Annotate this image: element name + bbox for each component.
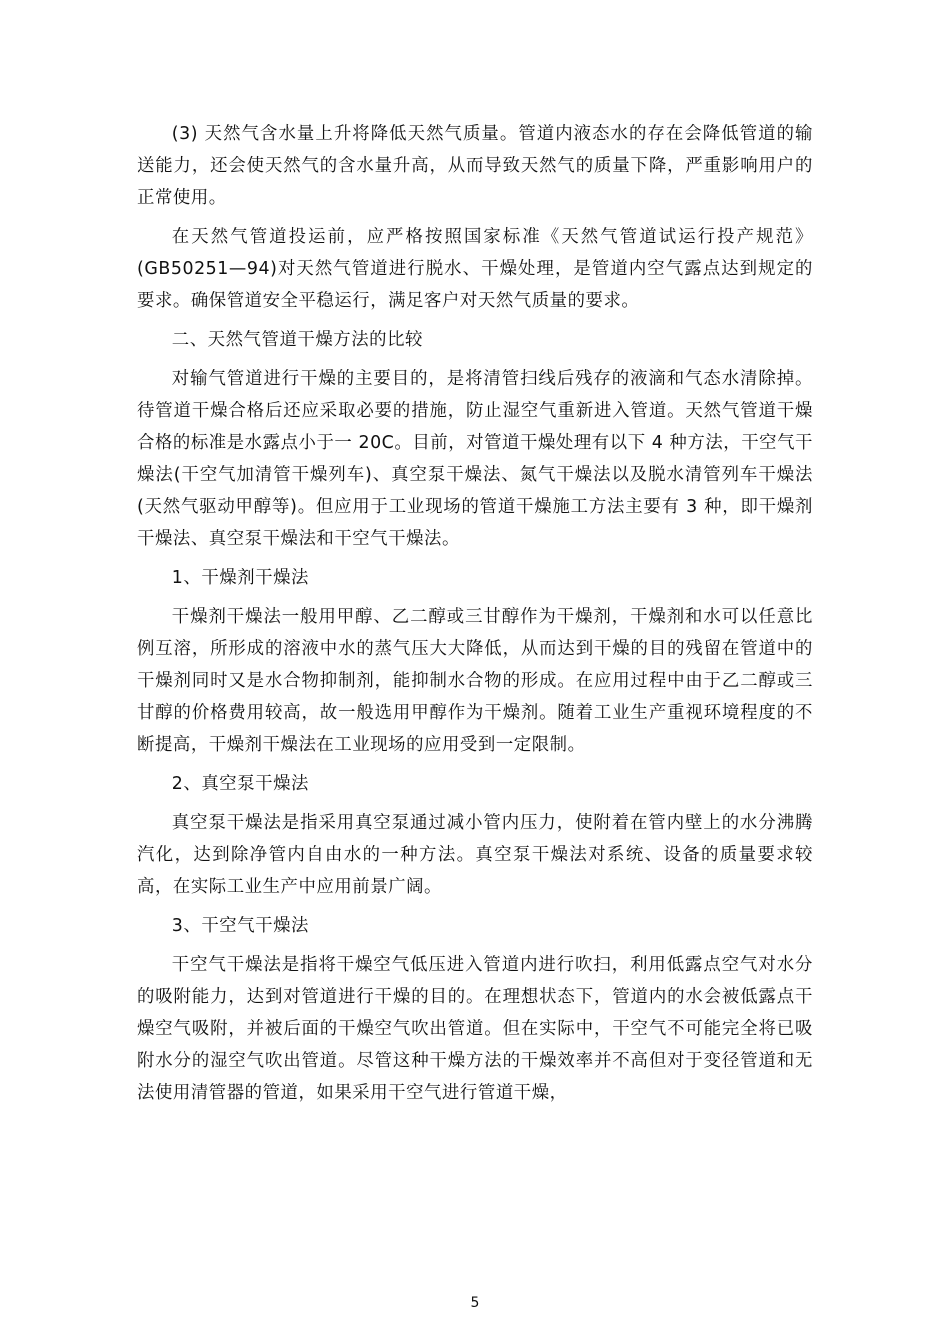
paragraph-water-content-quality: (3) 天然气含水量上升将降低天然气质量。管道内液态水的存在会降低管道的输送能力，还会使天然气的含水量升高，从而导致天然气的质量下降，严重影响用户的正常使用。 <box>137 124 813 208</box>
paragraph-dry-air-method: 干空气干燥法是指将干燥空气低压进入管道内进行吹扫，利用低露点空气对水分的吸附能力，达到对管道进行干燥的目的。在理想状态下，管道内的水会被低露点干燥空气吸附，并被后面的干燥空气吹出管道。但在实际中，干空气不可能完全将已吸附水分的湿空气吹出管道。尽管这种干燥方法的干燥效率并不高但对于变径管道和无法使用清管器的管道，如果采用干空气进行管道干燥， <box>137 955 813 1103</box>
paragraph-desiccant-method: 干燥剂干燥法一般用甲醇、乙二醇或三甘醇作为干燥剂，干燥剂和水可以任意比例互溶，所形成的溶液中水的蒸气压大大降低，从而达到干燥的目的残留在管道中的干燥剂同时又是水合物抑制剂，能抑制水合物的形成。在应用过程中由于乙二醇或三甘醇的价格费用较高，故一般选用甲醇作为干燥剂。随着工业生产重视环境程度的不断提高，干燥剂干燥法在工业现场的应用受到一定限制。 <box>137 607 813 755</box>
paragraph-vacuum-pump-method: 真空泵干燥法是指采用真空泵通过减小管内压力，使附着在管内壁上的水分沸腾汽化，达到除净管内自由水的一种方法。真空泵干燥法对系统、设备的质量要求较高，在实际工业生产中应用前景广阔。 <box>137 813 813 897</box>
page-number: 5 <box>470 1295 480 1311</box>
section-heading-drying-methods: 二、天然气管道干燥方法的比较 <box>171 330 423 350</box>
subheading-dry-air-method: 3、干空气干燥法 <box>171 916 309 936</box>
subheading-desiccant-method: 1、干燥剂干燥法 <box>171 568 309 588</box>
paragraph-drying-purpose: 对输气管道进行干燥的主要目的，是将清管扫线后残存的液滴和气态水清除掉。待管道干燥合格后还应采取必要的措施，防止湿空气重新进入管道。天然气管道干燥合格的标准是水露点小于一 20C。目前，对管道干燥处理有以下 4 种方法，干空气干燥法(干空气加清管干燥列车)、真空泵干燥法、氮气干燥法以及脱水清管列车干燥法(天然气驱动甲醇等)。但应用于工业现场的管道干燥施工方法主要有 3 种，即干燥剂干燥法、真空泵干燥法和干空气干燥法。 <box>137 369 813 549</box>
document-body <box>137 118 813 1116</box>
paragraph-standard-requirement: 在天然气管道投运前，应严格按照国家标准《天然气管道试运行投产规范》(GB50251—94)对天然气管道进行脱水、干燥处理，是管道内空气露点达到规定的要求。确保管道安全平稳运行，满足客户对天然气质量的要求。 <box>137 227 813 311</box>
subheading-vacuum-pump-method: 2、真空泵干燥法 <box>171 774 309 794</box>
